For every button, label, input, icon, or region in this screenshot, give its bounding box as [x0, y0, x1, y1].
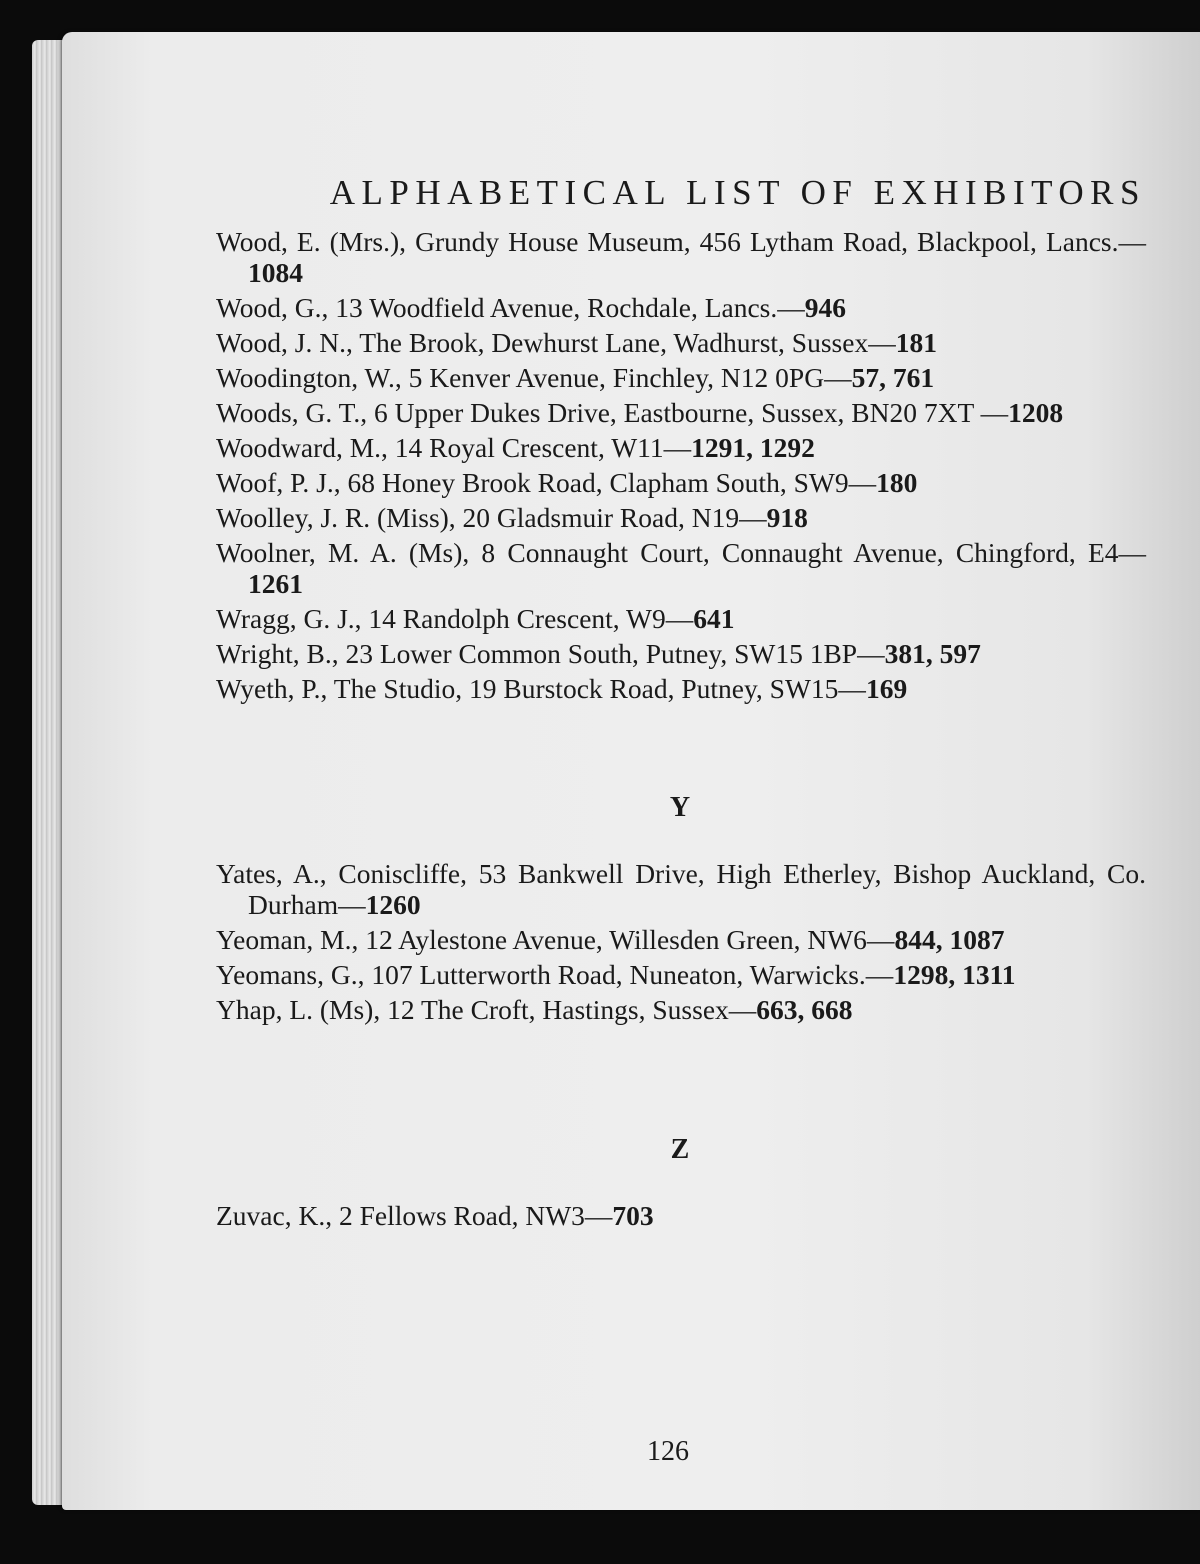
- list-item: Yates, A., Coniscliffe, 53 Bankwell Drive, High Etherley, Bishop Auckland, Co. Durham—1260: [216, 858, 1146, 920]
- list-item: Wood, J. N., The Brook, Dewhurst Lane, Wadhurst, Sussex—181: [216, 327, 937, 358]
- list-item: Woolner, M. A. (Ms), 8 Connaught Court, Connaught Avenue, Chingford, E4—1261: [216, 537, 1146, 599]
- list-item: Yeoman, M., 12 Aylestone Avenue, Willesden Green, NW6—844, 1087: [216, 924, 1005, 955]
- list-item: Woolley, J. R. (Miss), 20 Gladsmuir Road, N19—918: [216, 502, 808, 533]
- z-entries-list: [216, 1200, 1146, 1235]
- list-item: Woof, P. J., 68 Honey Brook Road, Clapham South, SW9—180: [216, 467, 918, 498]
- y-entries-list: [216, 858, 1146, 1029]
- list-item: Woodington, W., 5 Kenver Avenue, Finchley, N12 0PG—57, 761: [216, 362, 935, 393]
- list-item: Wyeth, P., The Studio, 19 Burstock Road, Putney, SW15—169: [216, 673, 908, 704]
- list-item: Woodward, M., 14 Royal Crescent, W11—1291, 1292: [216, 432, 815, 463]
- list-item: Yhap, L. (Ms), 12 The Croft, Hastings, Sussex—663, 668: [216, 994, 853, 1025]
- section-heading-y: Y: [669, 792, 691, 823]
- list-item: Wood, G., 13 Woodfield Avenue, Rochdale, Lancs.—946: [216, 292, 846, 323]
- page-number: 126: [647, 1436, 689, 1467]
- list-item: Woods, G. T., 6 Upper Dukes Drive, Eastbourne, Sussex, BN20 7XT —1208: [216, 397, 1064, 428]
- list-item: Wood, E. (Mrs.), Grundy House Museum, 456 Lytham Road, Blackpool, Lancs.—1084: [216, 226, 1146, 288]
- page-title: ALPHABETICAL LIST OF EXHIBITORS: [329, 173, 1146, 213]
- list-item: Yeomans, G., 107 Lutterworth Road, Nuneaton, Warwicks.—1298, 1311: [216, 959, 1016, 990]
- section-heading-z: Z: [670, 1134, 690, 1165]
- w-entries-list: [216, 226, 1146, 708]
- list-item: Wright, B., 23 Lower Common South, Putney, SW15 1BP—381, 597: [216, 638, 981, 669]
- list-item: Zuvac, K., 2 Fellows Road, NW3—703: [216, 1200, 654, 1231]
- list-item: Wragg, G. J., 14 Randolph Crescent, W9—641: [216, 603, 735, 634]
